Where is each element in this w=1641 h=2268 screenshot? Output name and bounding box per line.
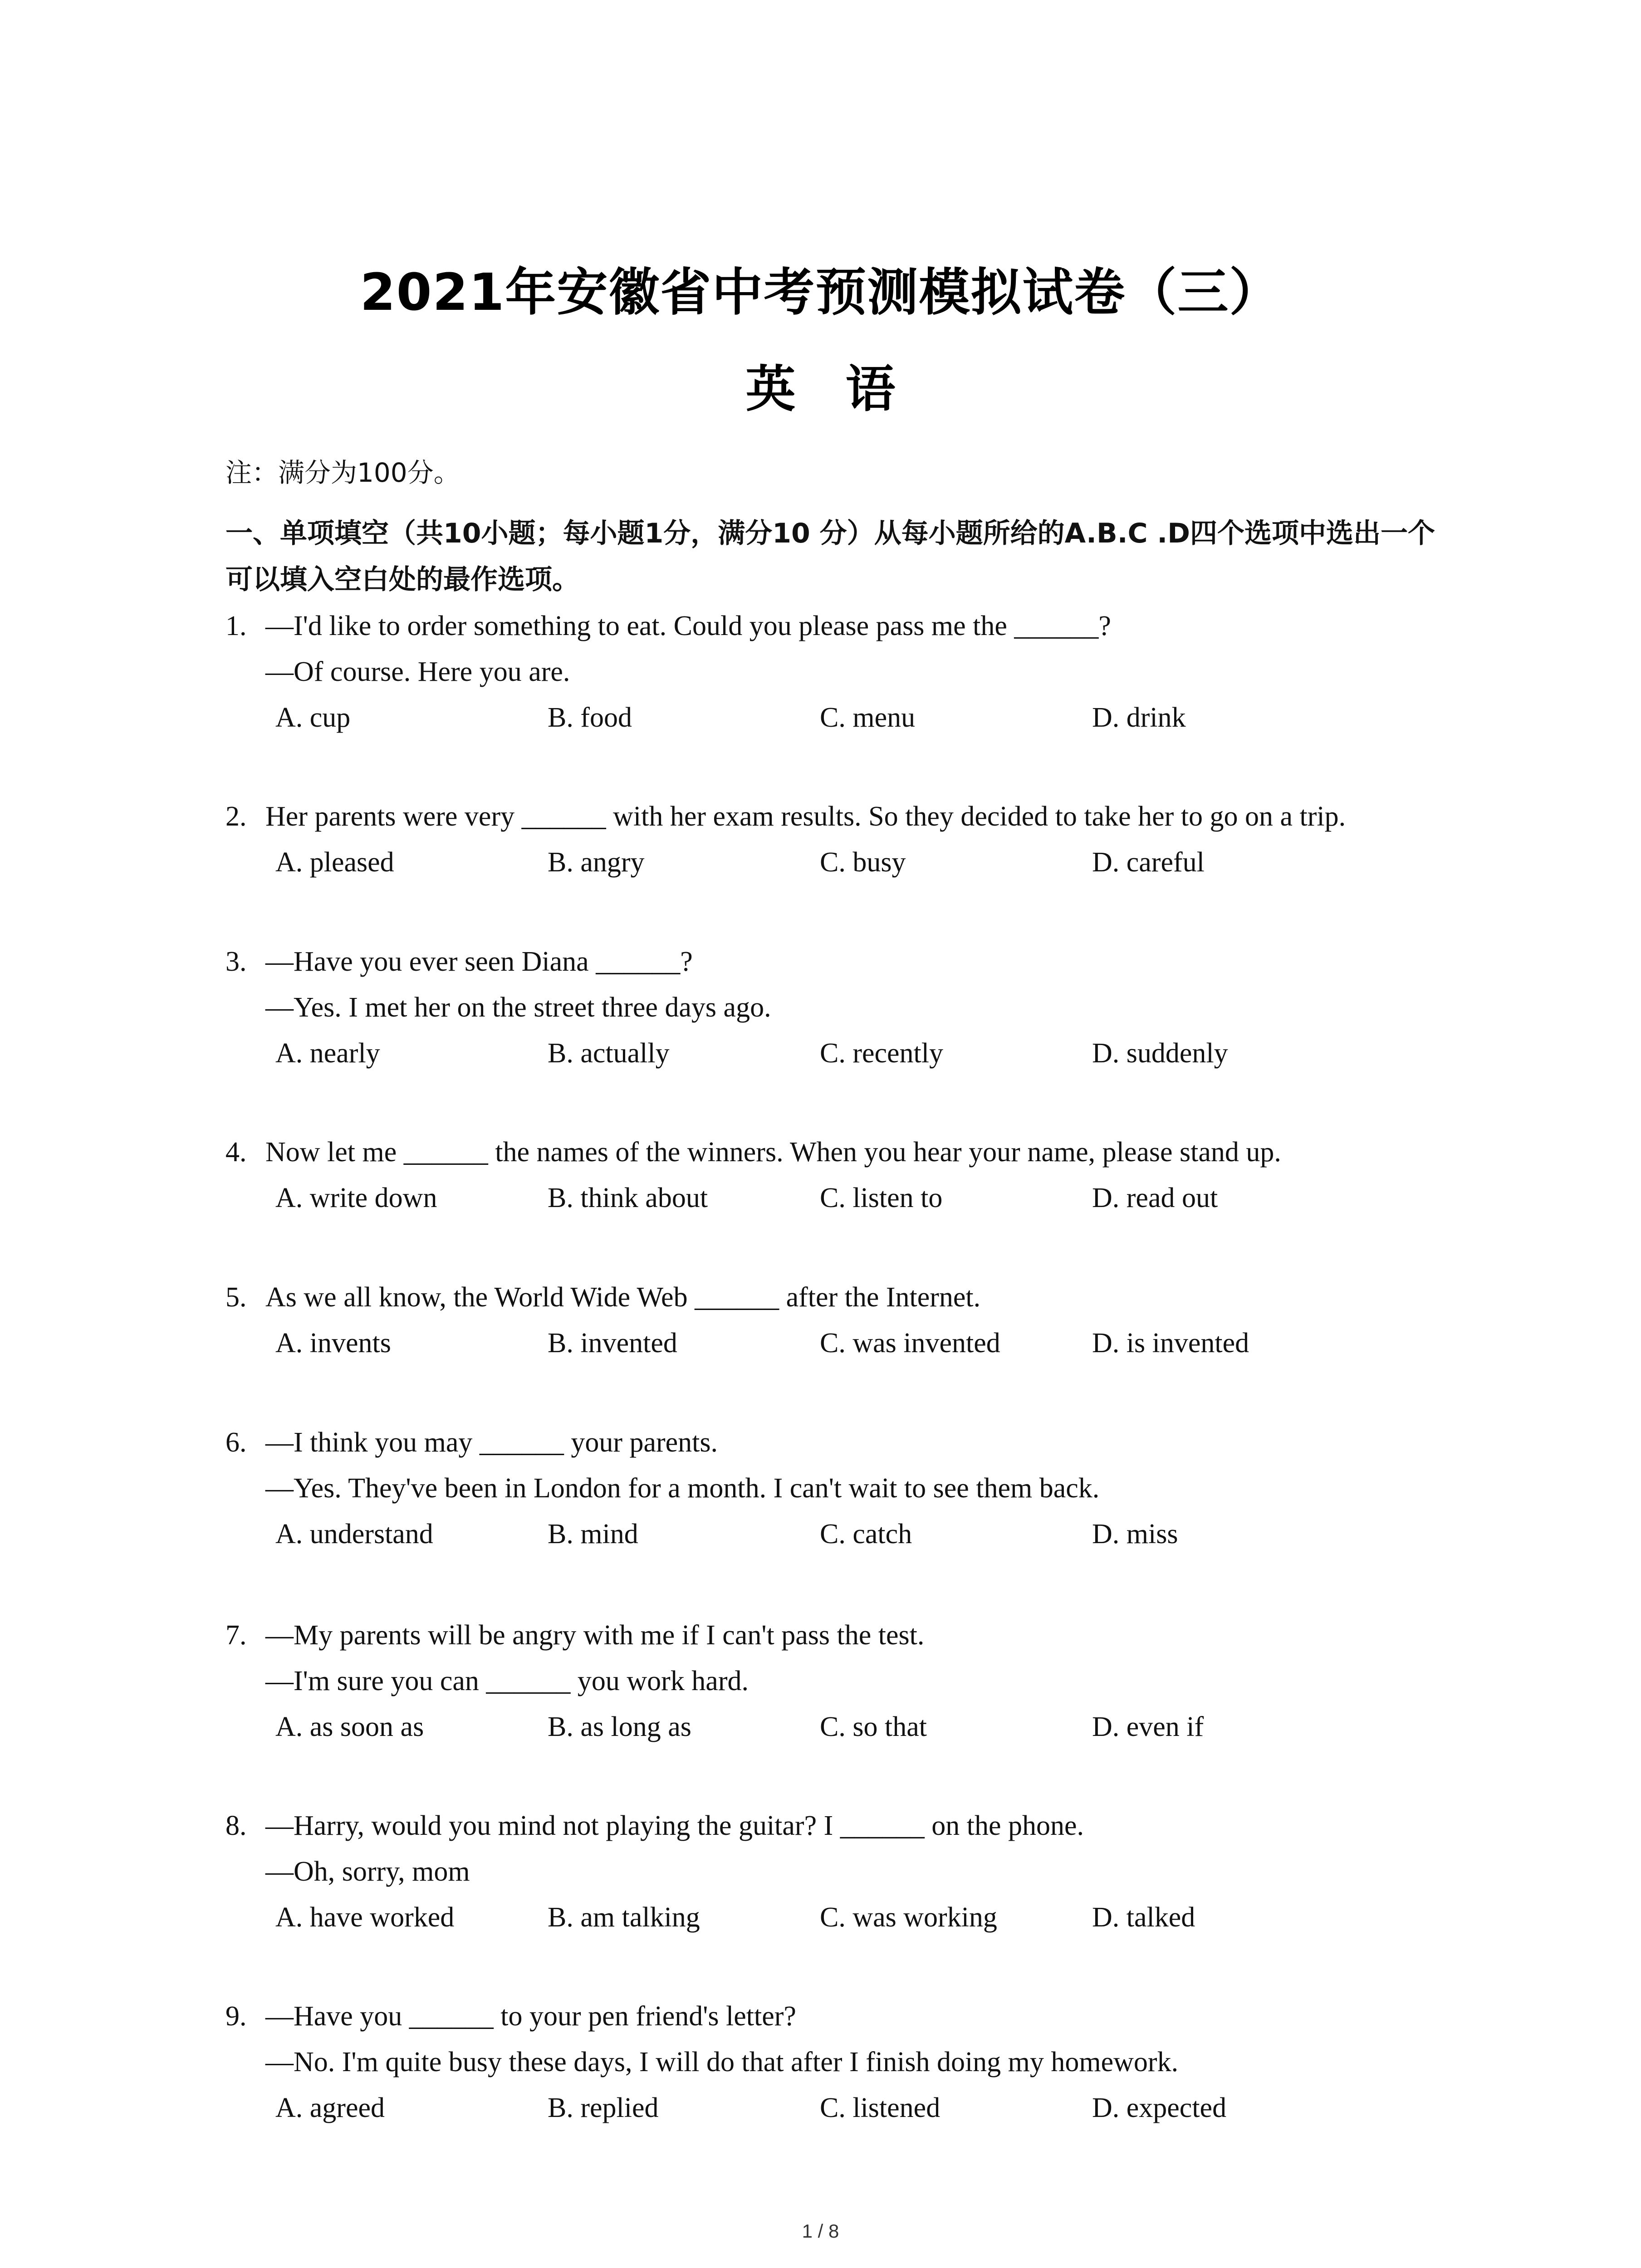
question-stem-line: —I'm sure you can ______ you work hard. (265, 1666, 749, 1696)
option-b: B. replied (548, 2092, 659, 2123)
option-d: D. careful (1092, 847, 1205, 878)
option-a: A. have worked (275, 1902, 455, 1933)
question-stem: Now let me ______ the names of the winners. When you hear your name, please stand up. (265, 1137, 1281, 1168)
option-b: B. think about (548, 1183, 708, 1213)
option-c: C. listen to (820, 1183, 943, 1213)
option-b: B. angry (548, 847, 645, 878)
question-stem-line: —Oh, sorry, mom (265, 1856, 470, 1887)
question-stem: —My parents will be angry with me if I can't pass the test. (265, 1620, 925, 1651)
option-a: A. pleased (275, 847, 394, 878)
question-stem: —I'd like to order something to eat. Could you please pass me the ______? (265, 611, 1111, 641)
option-c: C. recently (820, 1038, 944, 1069)
option-c: C. busy (820, 847, 906, 878)
option-a: A. as soon as (275, 1711, 424, 1742)
question-stem-line: —No. I'm quite busy these days, I will do that after I finish doing my homework. (265, 2047, 1179, 2077)
option-b: B. mind (548, 1519, 638, 1549)
option-a: A. agreed (275, 2092, 385, 2123)
question-stem: —I think you may ______ your parents. (265, 1427, 718, 1458)
option-a: A. cup (275, 702, 351, 733)
option-d: D. talked (1092, 1902, 1195, 1933)
option-b: B. food (548, 702, 632, 733)
option-b: B. as long as (548, 1711, 691, 1742)
question-number: 4. (225, 1137, 247, 1168)
question-number: 6. (225, 1427, 247, 1458)
question-number: 2. (225, 801, 247, 832)
option-a: A. understand (275, 1519, 433, 1549)
question-number: 5. (225, 1282, 247, 1313)
option-a: A. write down (275, 1183, 437, 1213)
question-stem-line: —Of course. Here you are. (265, 656, 570, 687)
option-d: D. expected (1092, 2092, 1227, 2123)
option-d: D. even if (1092, 1711, 1204, 1742)
question-number: 3. (225, 946, 247, 977)
page-title: 2021年安徽省中考预测模拟试卷（三） (360, 263, 1281, 322)
section-instruction: 一、单项填空（共10小题；每小题1分，满分10 分）从每小题所给的A.B.C .D四个选项中选出一个可以填入空白处的最作选项。 (225, 518, 1435, 596)
option-d: D. is invented (1092, 1328, 1249, 1359)
question-number: 9. (225, 2001, 247, 2032)
option-b: B. actually (548, 1038, 670, 1069)
option-c: C. was invented (820, 1328, 1000, 1359)
option-c: C. so that (820, 1711, 927, 1742)
option-a: A. invents (275, 1328, 391, 1359)
option-d: D. miss (1092, 1519, 1178, 1549)
option-b: B. am talking (548, 1902, 700, 1933)
question-number: 1. (225, 611, 247, 641)
question-stem-line: —Yes. I met her on the street three days ago. (265, 992, 771, 1023)
page-number: 1 / 8 (802, 2220, 839, 2242)
option-c: C. menu (820, 702, 916, 733)
option-a: A. nearly (275, 1038, 380, 1069)
question-number: 7. (225, 1620, 247, 1651)
question-stem: —Have you ever seen Diana ______? (265, 946, 693, 977)
option-d: D. drink (1092, 702, 1186, 733)
option-d: D. read out (1092, 1183, 1218, 1213)
option-c: C. was working (820, 1902, 997, 1933)
subject-title: 英语 (745, 360, 945, 418)
score-note: 注：满分为100分。 (225, 457, 460, 488)
question-stem: As we all know, the World Wide Web ______ after the Internet. (265, 1282, 981, 1313)
question-stem: Her parents were very ______ with her exam results. So they decided to take her to go on a trip. (265, 801, 1346, 832)
option-d: D. suddenly (1092, 1038, 1228, 1069)
question-number: 8. (225, 1810, 247, 1841)
option-c: C. listened (820, 2092, 941, 2123)
option-c: C. catch (820, 1519, 912, 1549)
question-stem-line: —Yes. They've been in London for a month. I can't wait to see them back. (265, 1473, 1100, 1504)
question-stem: —Harry, would you mind not playing the guitar? I ______ on the phone. (265, 1810, 1084, 1841)
question-stem: —Have you ______ to your pen friend's letter? (265, 2001, 796, 2032)
option-b: B. invented (548, 1328, 677, 1359)
